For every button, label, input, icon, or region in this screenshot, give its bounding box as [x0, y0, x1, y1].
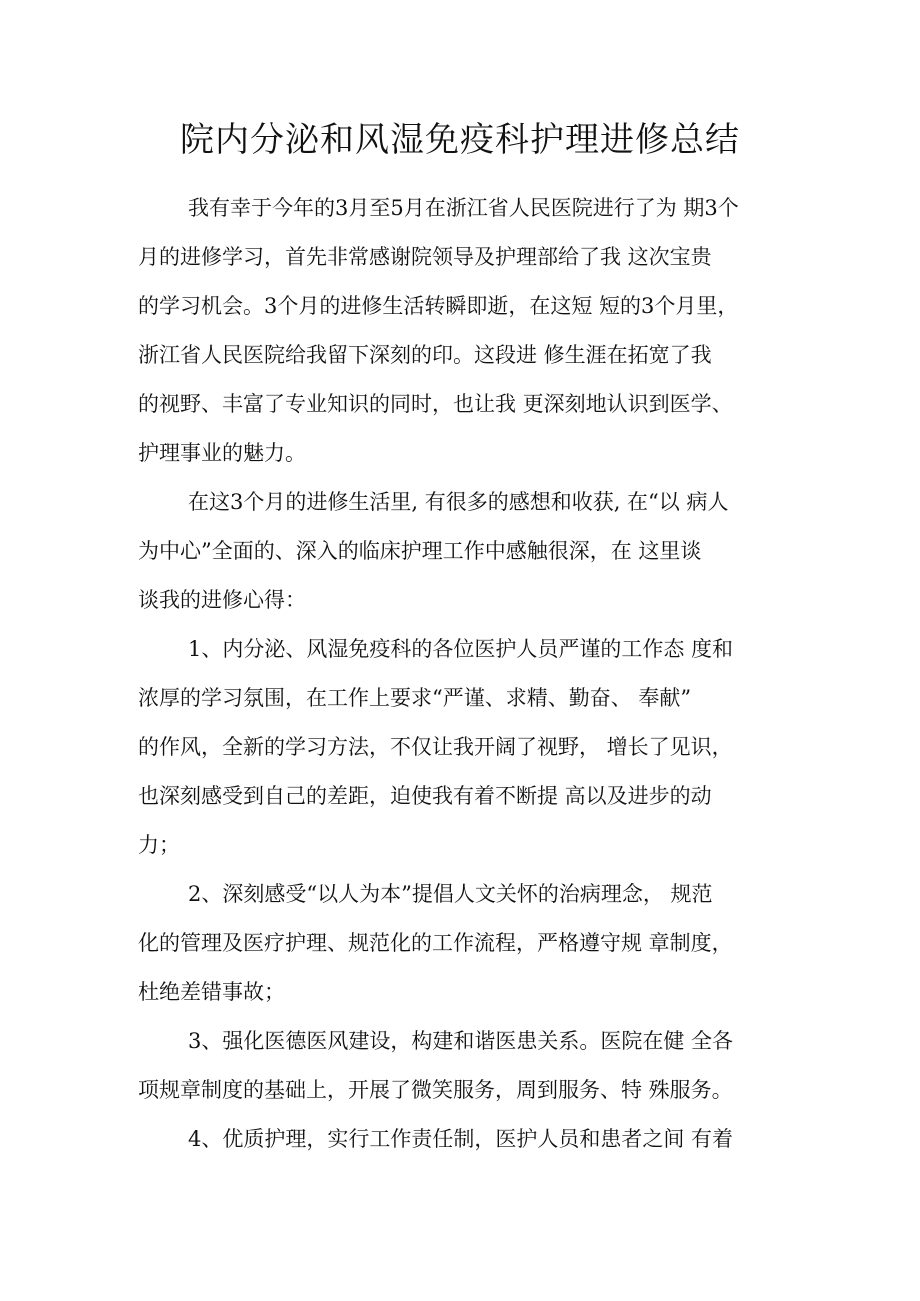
paragraph-line: 谈我的进修心得：	[138, 588, 306, 612]
paragraph-line: 浓厚的学习氛围，在工作上要求“严谨、求精、勤奋、 奉献”	[138, 686, 692, 710]
paragraph-line: 月的进修学习，首先非常感谢院领导及护理部给了我 这次宝贵	[138, 245, 712, 269]
paragraph-line: 为中心”全面的、深入的临床护理工作中感触很深，在 这里谈	[138, 539, 702, 563]
paragraph-line: 我有幸于今年的3月至5月在浙江省人民医院进行了为 期3个	[188, 196, 739, 220]
paragraph-line: 的作风，全新的学习方法，不仅让我开阔了视野， 增长了见识，	[138, 735, 733, 759]
paragraph-line: 3、强化医德医风建设，构建和谐医患关系。医院在健 全各	[188, 1029, 734, 1053]
paragraph-line: 的视野、丰富了专业知识的同时，也让我 更深刻地认识到医学、	[138, 392, 733, 416]
paragraph-line: 在这3个月的进修生活里, 有很多的感想和收获, 在“以 病人	[188, 490, 729, 514]
paragraph-line: 杜绝差错事故；	[138, 980, 285, 1004]
paragraph-line: 4、优质护理，实行工作责任制，医护人员和患者之间 有着	[188, 1127, 734, 1151]
paragraph-line: 化的管理及医疗护理、规范化的工作流程，严格遵守规 章制度，	[138, 931, 733, 955]
document-title: 院内分泌和风湿免疫科护理进修总结	[180, 120, 740, 160]
paragraph-line: 的学习机会。3个月的进修生活转瞬即逝，在这短 短的3个月里，	[138, 294, 739, 318]
paragraph-line: 2、深刻感受“以人为本”提倡人文关怀的治病理念， 规范	[188, 882, 713, 906]
paragraph-line: 项规章制度的基础上，开展了微笑服务，周到服务、特 殊服务。	[138, 1078, 733, 1102]
paragraph-line: 护理事业的魅力。	[138, 441, 306, 465]
paragraph-line: 也深刻感受到自己的差距，迫使我有着不断提 高以及进步的动	[138, 784, 712, 808]
paragraph-line: 1、内分泌、风湿免疫科的各位医护人员严谨的工作态 度和	[188, 637, 734, 661]
paragraph-line: 浙江省人民医院给我留下深刻的印。这段进 修生涯在拓宽了我	[138, 343, 712, 367]
paragraph-line: 力；	[138, 833, 180, 857]
